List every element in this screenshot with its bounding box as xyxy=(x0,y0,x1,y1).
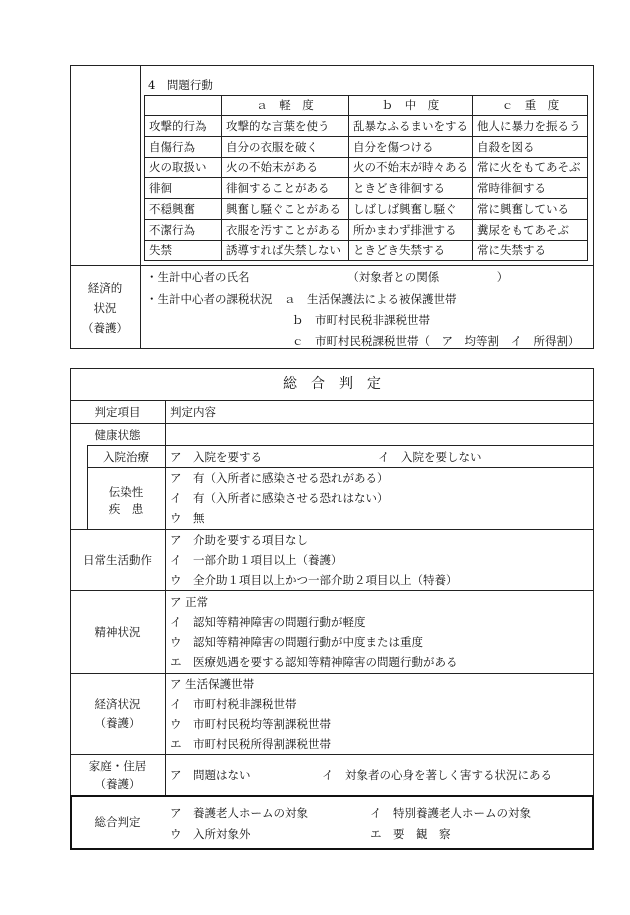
economic-status-label: 経済状況 xyxy=(94,697,141,711)
moderate-cell: ときどき失禁する xyxy=(353,243,445,257)
economic-label: 経済的 xyxy=(87,281,123,295)
content-column-header: 判定内容 xyxy=(170,405,216,419)
mental-option: イ 認知等精神障害の問題行動が軽度 xyxy=(170,615,366,629)
judgment-title: 総 合 判 定 xyxy=(283,376,381,392)
infectious-label: 伝染性 xyxy=(108,485,144,499)
infectious-option: ア 有（入所者に感染させる恐れがある） xyxy=(170,471,389,485)
moderate-cell: 火の不始末が時々ある xyxy=(353,160,468,174)
infectious-label: 疾 患 xyxy=(108,502,144,516)
row-label: 不潔行為 xyxy=(149,223,195,237)
severe-cell: 常に火をもてあそぶ xyxy=(477,160,581,174)
divider xyxy=(70,265,594,266)
row-label: 失禁 xyxy=(149,243,172,257)
column-header-a: ａ 軽 度 xyxy=(256,98,314,112)
row-label: 不穏興奮 xyxy=(149,202,195,216)
divider xyxy=(70,400,594,401)
earner-name-line: ・生計中心者の氏名 （対象者との関係 ） xyxy=(146,270,509,284)
divider xyxy=(165,400,166,795)
mental-status-label: 精神状況 xyxy=(94,625,141,639)
tax-status-line: ・生計中心者の課税状況 ａ 生活保護法による被保護世帯 xyxy=(146,292,457,306)
tax-status-option-b: ｂ 市町村民税非課税世帯 xyxy=(292,313,430,327)
mild-cell: 自分の衣服を破く xyxy=(226,140,318,154)
economic-option: イ 市町村税非課税世帯 xyxy=(170,697,297,711)
tax-status-option-c: ｃ 市町村民税課税世帯（ ア 均等割 イ 所得割） xyxy=(292,334,580,348)
final-judgment-label: 総合判定 xyxy=(94,815,141,829)
row-label: 攻撃的行為 xyxy=(149,119,207,133)
hospital-label: 入院治療 xyxy=(103,450,149,464)
divider xyxy=(87,445,594,446)
item-column-header: 判定項目 xyxy=(94,405,141,419)
home-option-b: イ 対象者の心身を著しく害する状況にある xyxy=(322,768,552,782)
health-status-label: 健康状態 xyxy=(94,428,141,442)
adl-label: 日常生活動作 xyxy=(83,553,152,567)
divider xyxy=(70,673,594,674)
severe-cell: 他人に暴力を振るう xyxy=(477,119,581,133)
mental-option: エ 医療処遇を要する認知等精神障害の問題行動がある xyxy=(170,655,458,669)
severe-cell: 自殺を図る xyxy=(477,140,535,154)
divider xyxy=(70,754,594,755)
moderate-cell: 自分を傷つける xyxy=(353,140,434,154)
divider xyxy=(87,467,594,468)
moderate-cell: 所かまわず排泄する xyxy=(353,223,457,237)
severe-cell: 常に失禁する xyxy=(477,243,546,257)
moderate-cell: ときどき徘徊する xyxy=(353,181,445,195)
infectious-option: イ 有（入所者に感染させる恐れはない） xyxy=(170,491,389,505)
mild-cell: 誘導すれば失禁しない xyxy=(226,243,341,257)
hospital-option-b: イ 入院を要しない xyxy=(378,450,482,464)
row-label: 火の取扱い xyxy=(149,160,207,174)
moderate-cell: 乱暴なふるまいをする xyxy=(353,119,468,133)
home-option-a: ア 問題はない xyxy=(170,768,251,782)
mild-cell: 衣服を汚すことがある xyxy=(226,223,341,237)
mild-cell: 徘徊することがある xyxy=(226,181,330,195)
economic-option: ウ 市町村民税均等割課税世帯 xyxy=(170,717,331,731)
severe-cell: 常時徘徊する xyxy=(477,181,546,195)
economic-option: エ 市町村民税所得割課税世帯 xyxy=(170,737,331,751)
hospital-option-a: ア 入院を要する xyxy=(170,450,262,464)
economic-label: （養護） xyxy=(82,321,128,335)
final-option-b: イ 特別養護老人ホームの対象 xyxy=(370,806,531,820)
final-option-d: エ 要 観 察 xyxy=(370,827,451,841)
home-label: 家庭・住居 xyxy=(88,759,147,773)
infectious-option: ウ 無 xyxy=(170,511,205,525)
divider xyxy=(70,423,594,424)
home-label: （養護） xyxy=(94,777,141,791)
economic-label: 状況 xyxy=(93,301,117,315)
divider xyxy=(70,529,594,530)
final-option-c: ウ 入所対象外 xyxy=(170,827,251,841)
mild-cell: 火の不始末がある xyxy=(226,160,318,174)
section-title: 4 問題行動 xyxy=(148,78,213,92)
row-label: 徘徊 xyxy=(149,181,172,195)
economic-option: ア 生活保護世帯 xyxy=(170,677,255,691)
moderate-cell: しばしば興奮し騒ぐ xyxy=(353,202,457,216)
final-option-a: ア 養護老人ホームの対象 xyxy=(170,806,308,820)
adl-option: ウ 全介助１項目以上かつ一部介助２項目以上（特養） xyxy=(170,573,458,587)
severe-cell: 常に興奮している xyxy=(477,202,569,216)
divider xyxy=(70,590,594,591)
mental-option: ウ 認知等精神障害の問題行動が中度または重度 xyxy=(170,635,423,649)
column-header-c: ｃ 重 度 xyxy=(501,98,560,112)
mental-option: ア 正常 xyxy=(170,595,209,609)
divider xyxy=(140,65,141,349)
adl-option: イ 一部介助１項目以上（養護） xyxy=(170,553,343,567)
row-label: 自傷行為 xyxy=(149,140,195,154)
mild-cell: 攻撃的な言葉を使う xyxy=(226,119,330,133)
economic-status-label: （養護） xyxy=(94,716,141,730)
adl-option: ア 介助を要する項目なし xyxy=(170,533,308,547)
severe-cell: 糞尿をもてあそぶ xyxy=(477,223,569,237)
column-header-b: ｂ 中 度 xyxy=(381,98,440,112)
mild-cell: 興奮し騒ぐことがある xyxy=(226,202,341,216)
